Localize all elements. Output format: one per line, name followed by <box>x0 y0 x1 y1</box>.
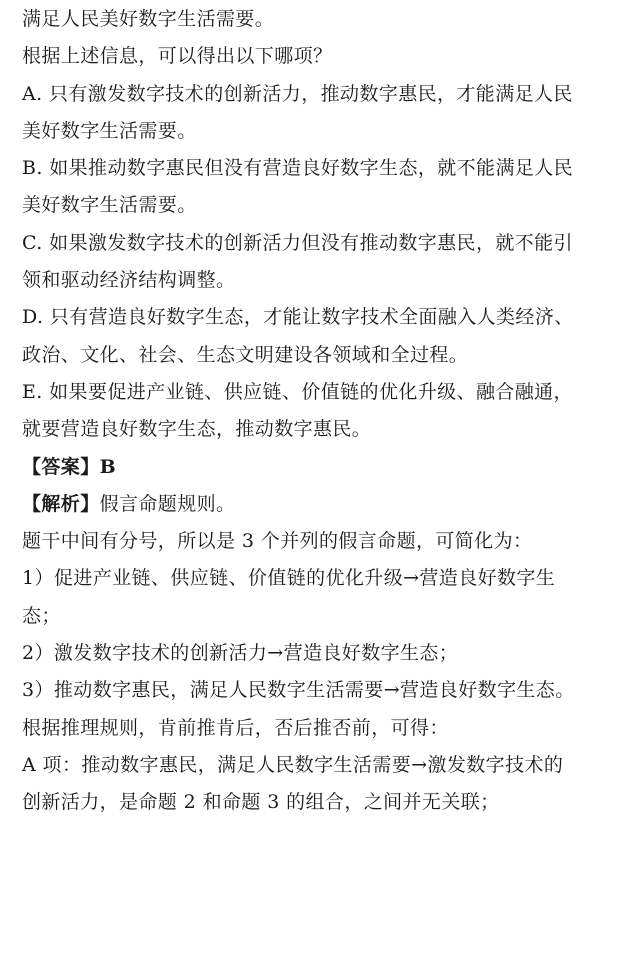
option-a-line-2: 美好数字生活需要。 <box>22 119 197 142</box>
answer-value: B <box>99 455 117 478</box>
document-page <box>22 0 632 822</box>
analysis-line <box>22 486 632 523</box>
analysis-line-2: 1）促进产业链、供应链、价值链的优化升级→营造良好数字生 <box>22 567 556 590</box>
analysis-value: 假言命题规则。 <box>99 492 236 515</box>
analysis-line-8: 创新活力，是命题 2 和命题 3 的组合，之间并无关联； <box>22 791 500 814</box>
analysis-line-7: A 项：推动数字惠民，满足人民数字生活需要→激发数字技术的 <box>22 753 564 776</box>
answer-label: 【答案】 <box>22 455 100 478</box>
option-e-line-1: E. 如果要促进产业链、供应链、价值链的优化升级、融合融通， <box>22 380 573 403</box>
analysis-line-1: 题干中间有分号，所以是 3 个并列的假言命题，可简化为： <box>22 530 533 553</box>
option-e-line-2: 就要营造良好数字生态，推动数字惠民。 <box>22 418 372 441</box>
answer-line <box>22 449 632 486</box>
option-b-line-2: 美好数字生活需要。 <box>22 194 197 217</box>
analysis-line-3: 态； <box>22 604 61 627</box>
analysis-line-5: 3）推动数字惠民，满足人民数字生活需要→营造良好数字生态。 <box>22 679 575 702</box>
analysis-line-4: 2）激发数字技术的创新活力→营造良好数字生态； <box>22 642 459 665</box>
option-d-line-2: 政治、文化、社会、生态文明建设各领域和全过程。 <box>22 343 469 366</box>
option-d-line-1: D. 只有营造良好数字生态，才能让数字技术全面融入人类经济、 <box>22 306 574 329</box>
question-prompt: 根据上述信息，可以得出以下哪项？ <box>22 45 333 68</box>
analysis-line-6: 根据推理规则，肯前推肯后，否后推否前，可得： <box>22 716 449 739</box>
question-tail: 满足人民美好数字生活需要。 <box>22 8 275 30</box>
option-c-line-2: 领和驱动经济结构调整。 <box>22 269 236 292</box>
option-a-line-1: A. 只有激发数字技术的创新活力，推动数字惠民，才能满足人民 <box>22 82 573 105</box>
option-b-line-1: B. 如果推动数字惠民但没有营造良好数字生态，就不能满足人民 <box>22 157 574 180</box>
analysis-label: 【解析】 <box>22 492 100 515</box>
option-c-line-1: C. 如果激发数字技术的创新活力但没有推动数字惠民，就不能引 <box>22 231 573 254</box>
